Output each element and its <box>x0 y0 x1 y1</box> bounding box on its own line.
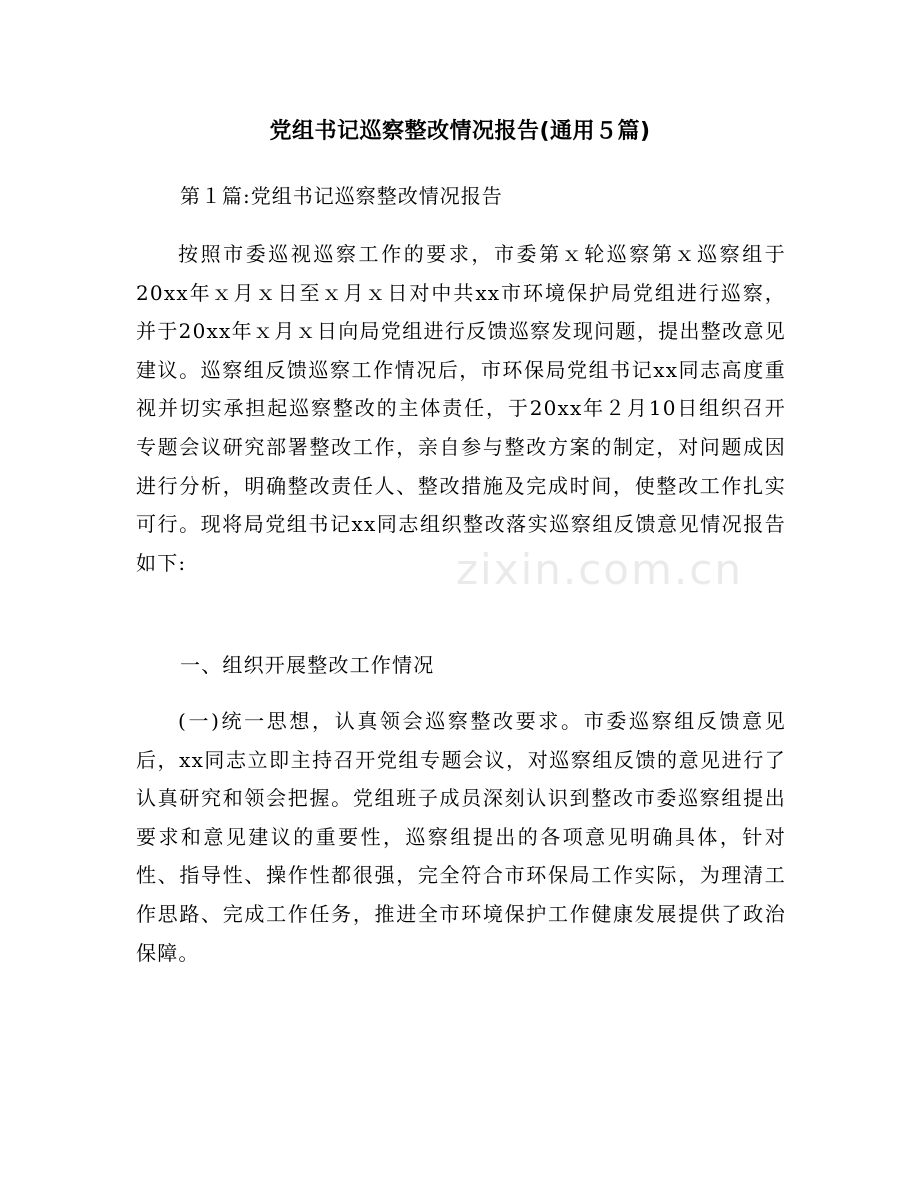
section-heading: 一、组织开展整改工作情况 <box>180 653 435 677</box>
watermark: zixin.com.cn <box>456 545 743 594</box>
document-title: 党组书记巡察整改情况报告(通用５篇) <box>269 119 651 144</box>
body-paragraph-2: (一)统一思想，认真领会巡察整改要求。市委巡察组反馈意见后，xx同志立即主持召开党组专题会议，对巡察组反馈的意见进行了认真研究和领会把握。党组班子成员深刻认识到整改市委巡察组提出要求和意见建议的重要性，巡察组提出的各项意见明确具体，针对性、指导性、操作性都很强，完全符合市环保局工作实际，为理清工作思路、完成工作任务，推进全市环境保护工作健康发展提供了政治保障。 <box>136 709 786 965</box>
chapter-heading: 第１篇:党组书记巡察整改情况报告 <box>180 184 503 208</box>
body-paragraph-1: 按照市委巡视巡察工作的要求，市委第ｘ轮巡察第ｘ巡察组于20xx年ｘ月ｘ日至ｘ月ｘ日对中共xx市环境保护局党组进行巡察，并于20xx年ｘ月ｘ日向局党组进行反馈巡察发现问题，提出整改意见建议。巡察组反馈巡察工作情况后，市环保局党组书记xx同志高度重视并切实承担起巡察整改的主体责任，于20xx年２月10日组织召开专题会议研究部署整改工作，亲自参与整改方案的制定，对问题成因进行分析，明确整改责任人、整改措施及完成时间，使整改工作扎实可行。现将局党组书记xx同志组织整改落实巡察组反馈意见情况报告如下: <box>136 242 786 575</box>
